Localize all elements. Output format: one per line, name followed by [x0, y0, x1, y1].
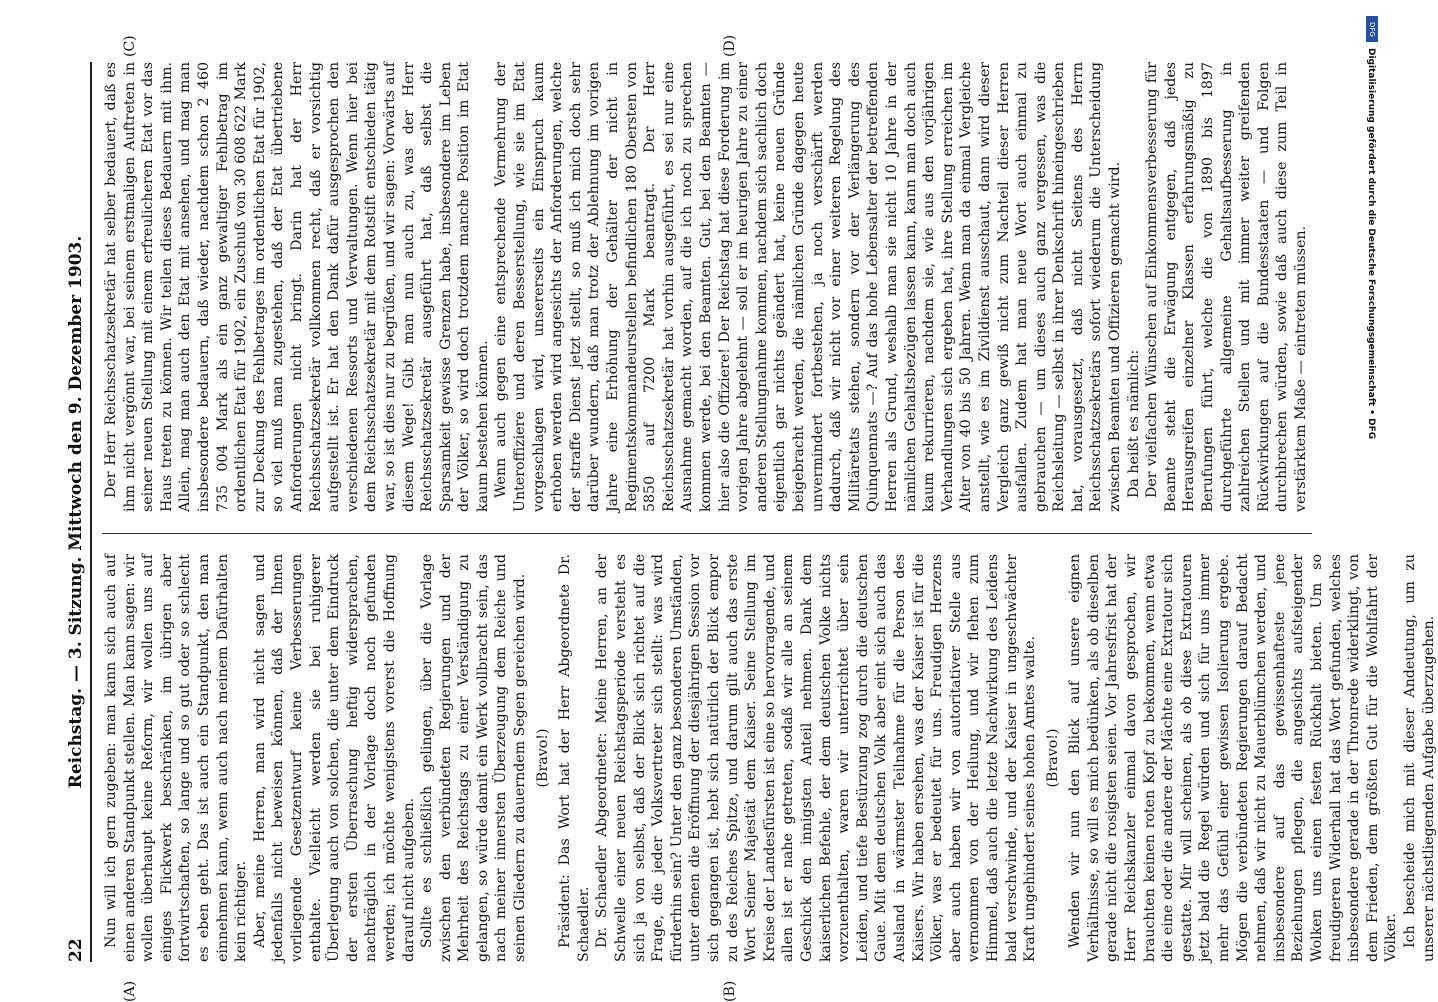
- margin-marker-c: (C): [122, 35, 138, 57]
- left-paragraph: Sollte es schließlich gelingen, über die Vorlage zwischen den verbündeten Regierungen und der Mehrheit des Reichstags zu einer Verständigung zu gelangen, so würde damit ein Werk vollbracht sein, das nach meiner innersten Überzeugung dem Reiche und seinen Gliedern zu dauerndem Segen gereichen wird.: [419, 554, 529, 962]
- header-rule: [90, 62, 92, 962]
- margin-marker-b: (B): [722, 980, 738, 1002]
- dfg-logo: DFG: [1366, 16, 1378, 42]
- page-header: [62, 62, 92, 962]
- digitization-credit: Digitalisierung gefördert durch die Deutsche Forschungsgemeinschaft • DFG: [1366, 48, 1376, 440]
- left-paragraph: Aber, meine Herren, man wird nicht sagen und jedenfalls nicht beweisen können, daß der Ihnen vorliegende Gesetzentwurf keine Verbesserungen enthalte. Vielleicht werden sie bei ruhigerer Überlegung auch von solchen, die unter dem Eindruck der ersten Überraschung heftig widersprachen, nachträglich in der Vorlage doch noch gefunden werden; ich möchte wenigstens vorerst die Hoffnung darauf nicht aufgeben.: [251, 554, 417, 962]
- right-paragraph: Wenn auch gegen eine entsprechende Vermehrung der Unteroffiziere und deren Besserstellung, wie sie im Etat vorgeschlagen wird, unsererseits ein Einspruch kaum erhoben werden wird angesichts der Anforderungen, welche der straffe Dienst jetzt stellt, so muß ich mich doch sehr darüber wundern, daß man trotz der Ablehnung im vorigen Jahre eine Erhöhung der Gehälter der nicht in Regimentskommandeurstellen befindlichen 180 Obersten von 5850 auf 7200 Mark beantragt. Der Herr Reichsschatzsekretär hat vorhin ausgeführt, es sei nur eine Ausnahme gemacht worden, auf die ich noch zu sprechen kommen werde, bei den Beamten. Gut, bei den Beamten — hier also die Offiziere! Der Reichstag hat diese Forderung im vorigen Jahre abgelehnt — soll er im heurigen Jahre zu einer anderen Stellungnahme kommen, nachdem sich sachlich doch eigentlich gar nichts geändert hat, keine neuen Gründe beigebracht werden, die nämlichen Gründe dagegen heute unvermindert fortbestehen, ja noch verschärft werden dadurch, daß wir nicht vor einer weiteren Regelung des Militäretats stehen, sondern vor der Verlängerung des Quinquennats —? Auf das hohe Lebensalter der betreffenden Herren als Grund, weshalb man sie nicht 10 Jahre in der nämlichen Gehaltsbezügen lassen kann, kann man doch auch kaum rekurrieren, nachdem sie, wie aus den vorjährigen Verhandlungen sich ergeben hat, ihre Stellung erreichen im Alter von 40 bis 50 Jahren. Wenn man da einmal Vergleiche anstellt, wie es im Zivildienst ausschaut, dann wird dieser Vergleich ganz gewiß nicht zum Nachteil dieser Herren ausfallen. Zudem hat man neue Wort auch einmal zu gebrauchen — um dieses auch ganz vergessen, was die Reichsleitung — selbst in ihrer Denkschrift hineingeschrieben hat, vorausgesetzt, daß nicht Seitens des Herrn Reichsschatzsekretärs sofort wiederum die Unterscheidung zwischen Beamten und Offizieren gemacht wird.: [493, 62, 1124, 512]
- left-paragraph: Nun will ich gern zugeben: man kann sich auch auf einen anderen Standpunkt stellen. Man kann sagen: wir wollen überhaupt keine Reform, wir wollen uns auf einiges Flickwerk beschränken, im übrigen aber fortwirtschaften, so lange und so gut oder so schlecht es eben geht. Das ist auch ein Standpunkt, den man einnehmen kann, wenn auch nach meinem Dafürhalten kein richtiger.: [103, 554, 250, 962]
- right-column: [102, 62, 1311, 512]
- left-paragraph: Dr. Schaedler Abgeordneter: Meine Herren, an der Schwelle einer neuen Reichstagsperiode versteht es sich ja von selbst, daß der Blick sich richtet auf die Frage, die jeder Volksvertreter sich stellt: was wird fürderhin sein? Unter den ganz besonderen Umständen, unter denen die Eröffnung der diesjährigen Session vor sich gegangen ist, hebt sich natürlich der Blick empor zu des Reiches Spitze, und darum gilt auch das erste Wort Seiner Majestät dem Kaiser. Seine Stellung im Kreise der Landesfürsten ist eine so hervorragende, und allen ist er nahe getreten, sodaß wir alle an seinem Geschick den innigsten Anteil nehmen. Dank dem kaiserlichen Befehle, der dem deutschen Volke nichts vorzuenthalten, waren wir unterrichtet über sein Leiden, und tiefe Bestürzung zog durch die deutschen Gaue. Mit dem deutschen Volk aber eint sich auch das Ausland in wärmster Teilnahme für die Person des Kaisers. Wir haben ersehen, was der Kaiser ist für die Völker, was er bedeutet für uns. Freudigen Herzens aber auch haben wir von autoritativer Stelle aus vernommen von der Heilung, und wir flehen zum Himmel, daß auch die letzte Nachwirkung des Leidens bald verschwinde, und der Kaiser in ungeschwächter Kraft ungehindert seines hohen Amtes walte.: [594, 554, 1039, 962]
- margin-marker-d: (D): [722, 34, 738, 57]
- bravo-interjection: (Bravo!): [1044, 728, 1061, 788]
- bravo-interjection: (Bravo!): [534, 728, 551, 788]
- column-divider: [102, 533, 1312, 534]
- left-column: [102, 554, 1438, 962]
- right-paragraph: Da heißt es nämlich:: [1125, 349, 1142, 498]
- margin-marker-a: (A): [122, 980, 138, 1002]
- right-paragraph: Der Herr Reichsschatzsekretär hat selber bedauert, daß es ihm nicht vergönnt war, bei seinem erstmaligen Auftreten in seiner neuen Stellung mit einem erfreulicheren Etat vor das Haus treten zu können. Wir teilen dieses Bedauern mit ihm. Allein, mag man auch den Etat mit ansehen, und mag man insbesondere bedauern, daß wieder, nachdem schon 2 460 735 004 Mark als ein ganz gewaltiger Fehlbetrag im ordentlichen Etat für 1902, ein Zuschuß von 30 608 622 Mark zur Deckung des Fehlbetrages im ordentlichen Etat für 1902, so viel muß man zugestehen, daß der Etat übertriebene Anforderungen nicht bringt. Darin hat der Herr Reichsschatzsekretär vollkommen recht, daß er vorsichtig aufgestellt ist. Er hat den Dank dafür ausgesprochen den verschiedenen Ressorts und Verwaltungen. Wenn hier bei dem Reichsschatzsekretär mit dem Rotstift entschieden tätig war, so ist dies nur zu begrüßen, und wir sagen: Vorwärts auf diesem Wege! Gibt man nun auch zu, was der Herr Reichsschatzsekretär ausgeführt hat, daß selbst die Sparsamkeit gewisse Grenzen habe, insbesondere im Leben der Völker, so wird doch trotzdem manche Position im Etat kaum bestehen können.: [103, 62, 491, 512]
- left-paragraph: Wenden wir nun den Blick auf unsere eignen Verhältnisse, so will es mich bedünken, als ob dieselben gerade nicht die rosigsten seien. Vor Jahresfrist hat der Herr Reichskanzler einmal davon gesprochen, wir brauchten keinen roten Kopf zu bekommen, wenn etwa die eine oder die andere der Mächte eine Extratour sich gestatte. Mir will scheinen, als ob diese Extratouren jetzt bald die Regel würden und sich für uns immer mehr das Gefühl einer gewissen Isolierung ergebe. Mögen die verbündeten Regierungen darauf Bedacht nehmen, daß wir nicht zu Mauerblümchen werden, und insbesondere auf das gewissenhafteste jene Beziehungen pflegen, die angesichts aufsteigender Wolken uns einen festen Rückhalt bieten. Um so freudigeren Widerhall hat das Wort gefunden, welches insbesondere gerade in der Thronrede widerklingt, von dem Frieden, dem größten Gut für die Wohlfahrt der Völker.: [1067, 554, 1400, 962]
- page-number: 22: [66, 938, 86, 962]
- page-title: Reichstag. — 3. Sitzung. Mittwoch den 9. Dezember 1903.: [66, 235, 86, 789]
- president-line: Präsident: Das Wort hat der Herr Abgeordnete Dr. Schaedler.: [557, 554, 592, 962]
- right-paragraph: Der vielfachen Wünschen auf Einkommensverbesserung für Beamte steht die Erwägung entgegen, daß jedes Herausgreifen einzelner Klassen erfahrungsmäßig zu Berufungen führt, welche die von 1890 bis 1897 durchgeführte allgemeine Gehaltsaufbesserung in zahlreichen Stellen und mit immer weiter greifenden Rückwirkungen auf die Bundesstaaten — und Folgen durchbrechen würden, sowie daß auch diese zum Teil in verstärktem Maße — eintreten müssen.: [1144, 62, 1309, 512]
- digitization-sidebar: [1364, 8, 1382, 988]
- left-paragraph: Ich bescheide mich mit dieser Andeutung, um zu unserer nächstliegenden Aufgabe überzugehen.: [1401, 554, 1437, 962]
